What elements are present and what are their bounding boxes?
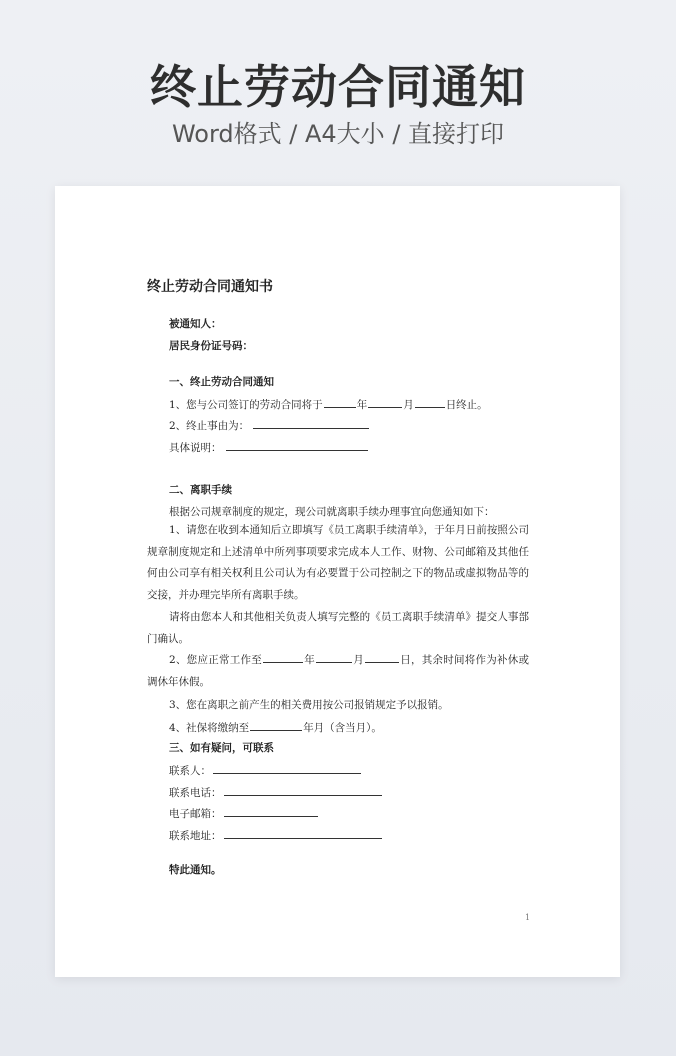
address-blank[interactable] [224,828,382,839]
work-year-blank[interactable] [263,652,303,663]
contact-label: 联系人： [169,765,211,777]
item1-year: 年 [356,399,368,411]
section2-item2 [147,650,529,693]
banner-subtitle: Word格式 / A4大小 / 直接打印 [171,120,505,148]
details-blank[interactable] [226,440,368,451]
section2-item1-cont: 请将由您本人和其他相关负责人填写完整的《员工离职手续清单》提交人事部门确认。 [147,611,529,645]
banner-title: 终止劳动合同通知 [150,60,526,114]
section1-heading: 一、终止劳动合同通知 [169,376,274,388]
phone-blank[interactable] [224,785,382,796]
insurance-blank[interactable] [250,720,302,731]
section1-item2 [169,418,370,433]
details-label: 具体说明： [169,442,222,454]
closing-text: 特此通知。 [169,864,222,876]
year-blank[interactable] [324,397,356,408]
document-title: 终止劳动合同通知书 [147,279,273,295]
item2-suffix: 日，其余时间将作为补休或调休年休假。 [147,654,530,688]
phone-label: 联系电话： [169,787,222,799]
day-blank[interactable] [415,397,445,408]
section2-item4 [169,720,382,735]
contact-email [169,806,319,821]
section2-item3: 3、您在离职之前产生的相关费用按公司报销规定予以报销。 [169,699,449,711]
item2-prefix: 2、您应正常工作至 [169,654,262,666]
id-number-label: 居民身份证号码： [169,340,253,352]
contact-blank[interactable] [213,763,361,774]
item2-month: 月 [352,654,364,666]
item1-month: 月 [403,399,414,411]
contact-phone [169,785,383,800]
contact-address [169,828,383,843]
item2-year: 年 [303,654,315,666]
section2-item1: 1、请您在收到本通知后立即填写《员工离职手续清单》，于年月日前按照公司规章制度规定和上述清单中所列事项要求完成本人工作、财物、公司邮箱及其他任何由公司享有相关权利且公司认为有必要置于公司控制之下的物品或虚拟物品等的交接，并办理完毕所有离职手续。 [147,524,529,602]
work-month-blank[interactable] [316,652,352,663]
work-day-blank[interactable] [365,652,399,663]
section2-heading: 二、离职手续 [169,484,232,496]
notified-person-label: 被通知人： [169,318,222,330]
section3-heading: 三、如有疑问，可联系 [169,742,274,754]
address-label: 联系地址： [169,830,222,842]
section1-item1 [169,397,488,412]
section2-intro: 根据公司规章制度的规定，现公司就离职手续办理事宜向您通知如下： [169,506,495,518]
item1-prefix: 1、您与公司签订的劳动合同将于 [169,399,323,411]
email-label: 电子邮箱： [169,808,222,820]
reason-label: 2、终止事由为： [169,420,250,432]
email-blank[interactable] [224,806,318,817]
item1-suffix: 日终止。 [445,399,488,411]
reason-blank[interactable] [253,418,369,429]
document-page [55,186,620,977]
contact-person [169,763,362,778]
section1-item3 [169,440,369,455]
item4-prefix: 4、社保将缴纳至 [169,722,250,734]
page-number: 1 [525,913,531,922]
item4-suffix: 年月（含当月）。 [303,722,382,734]
month-blank[interactable] [368,397,402,408]
